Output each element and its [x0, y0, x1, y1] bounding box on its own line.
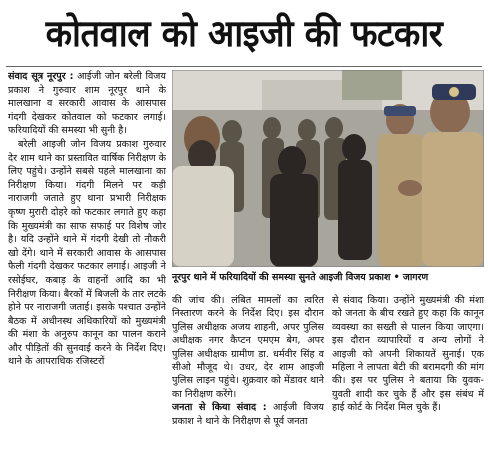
article-paragraph: बरेली आइजी जोन विजय प्रकाश गुरुवार देर शाम थाने का प्रस्तावित वार्षिक निरीक्षण के लिए पहुंचे। उन्होंने सबसे पहले मालखाना का निरीक्षण किया। गंदगी मिलने पर कड़ी नाराजगी जताते हुए थाना प्रभारी निरीक्षक कृष्ण मुरारी दोहरे को फटकार लगाते हुए कहा कि मुख्यमंत्री का साफ सफाई पर विशेष जोर है। यदि उन्होंने थाने में गंदगी देखी तो नौकरी खो देंगे। थाने में सरकारी आवास के आसपास फैली गंदगी देखकर फटकार लगाई। आइजी ने रसोईघर, कबाड़ के वाहनों आदि का भी निरीक्षण किया। बैरकों में बिजली के तार लटके होने पर नाराजगी जताई। इसके पश्चात उन्होंने बैठक में अधीनस्थ अधिकारियों को मुख्यमंत्री की मंशा के अनुरुप कानून का पालन कराने और पीड़ितों की सुनवाई करने के निर्देश दिए। थाने के आपराधिक रजिस्टरों — [8, 138, 166, 368]
article-column-middle — [172, 294, 324, 454]
article-paragraph: से संवाद किया। उन्होंने मुख्यमंत्री की मंशा को जनता के बीच रखते हुए कहा कि कानून व्यवस्था का सख्ती से पालन किया जाएगा। इस दौरान व्यापारियों व अन्य लोगों ने आइजी को अपनी शिकायतें सुनाई। एक महिला ने लापता बेटी की बरामदगी की मांग की। इस पर पुलिस ने बताया कि युवक-युवती शादी कर चुके हैं और इस संबंध में हाई कोर्ट के निर्देश मिल चुके हैं। — [332, 295, 484, 414]
article-paragraph: की जांच की। लंबित मामलों का त्वरित निस्तारण करने के निर्देश दिए। इस दौरान पुलिस अधीक्षक अजय शाहनी, अपर पुलिस अधीक्षक नगर कैप्टन एमएम बेग, अपर पुलिस अधीक्षक ग्रामीण डा. धर्मवीर सिंह व सीओ मौजूद थे। उधर, देर शाम आइजी पुलिस लाइन पहुंचे। शुक्रवार को मेंडावर थाने का निरीक्षण करेंगे। — [172, 295, 324, 400]
caption-credit: • जागरण — [393, 272, 429, 283]
subhead-text: आईजी विजय प्रकाश ने थाने के निरीक्षण से पूर्व जनता — [172, 402, 324, 427]
article-column-right — [332, 294, 484, 454]
subheading: जनता से किया संवाद : — [172, 402, 267, 414]
headline: कोतवाल को आइजी की फटकार — [45, 11, 443, 55]
lead-text: आईजी जोन बरेली विजय प्रकाश ने गुरुवार शाम नूरपुर थाने के मालखाना व सरकारी आवास के आसपास गंदगी देखकर कोतवाल को फटकार लगाई। फरियादियों की समस्या भी सुनी है। — [8, 71, 166, 137]
photo-illustration — [172, 70, 484, 267]
article-paragraph-subhead — [172, 401, 324, 428]
photo-caption — [172, 270, 484, 286]
article-paragraph-lead — [8, 70, 166, 138]
news-photo — [172, 70, 484, 267]
headline-rule — [6, 66, 482, 67]
byline: संवाद सूत्र नूरपुर : — [8, 71, 74, 82]
article-column-left — [8, 70, 166, 454]
caption-text: नूरपुर थाने में फरियादियों की समस्या सुनते आइजी विजय प्रकाश — [172, 272, 391, 283]
